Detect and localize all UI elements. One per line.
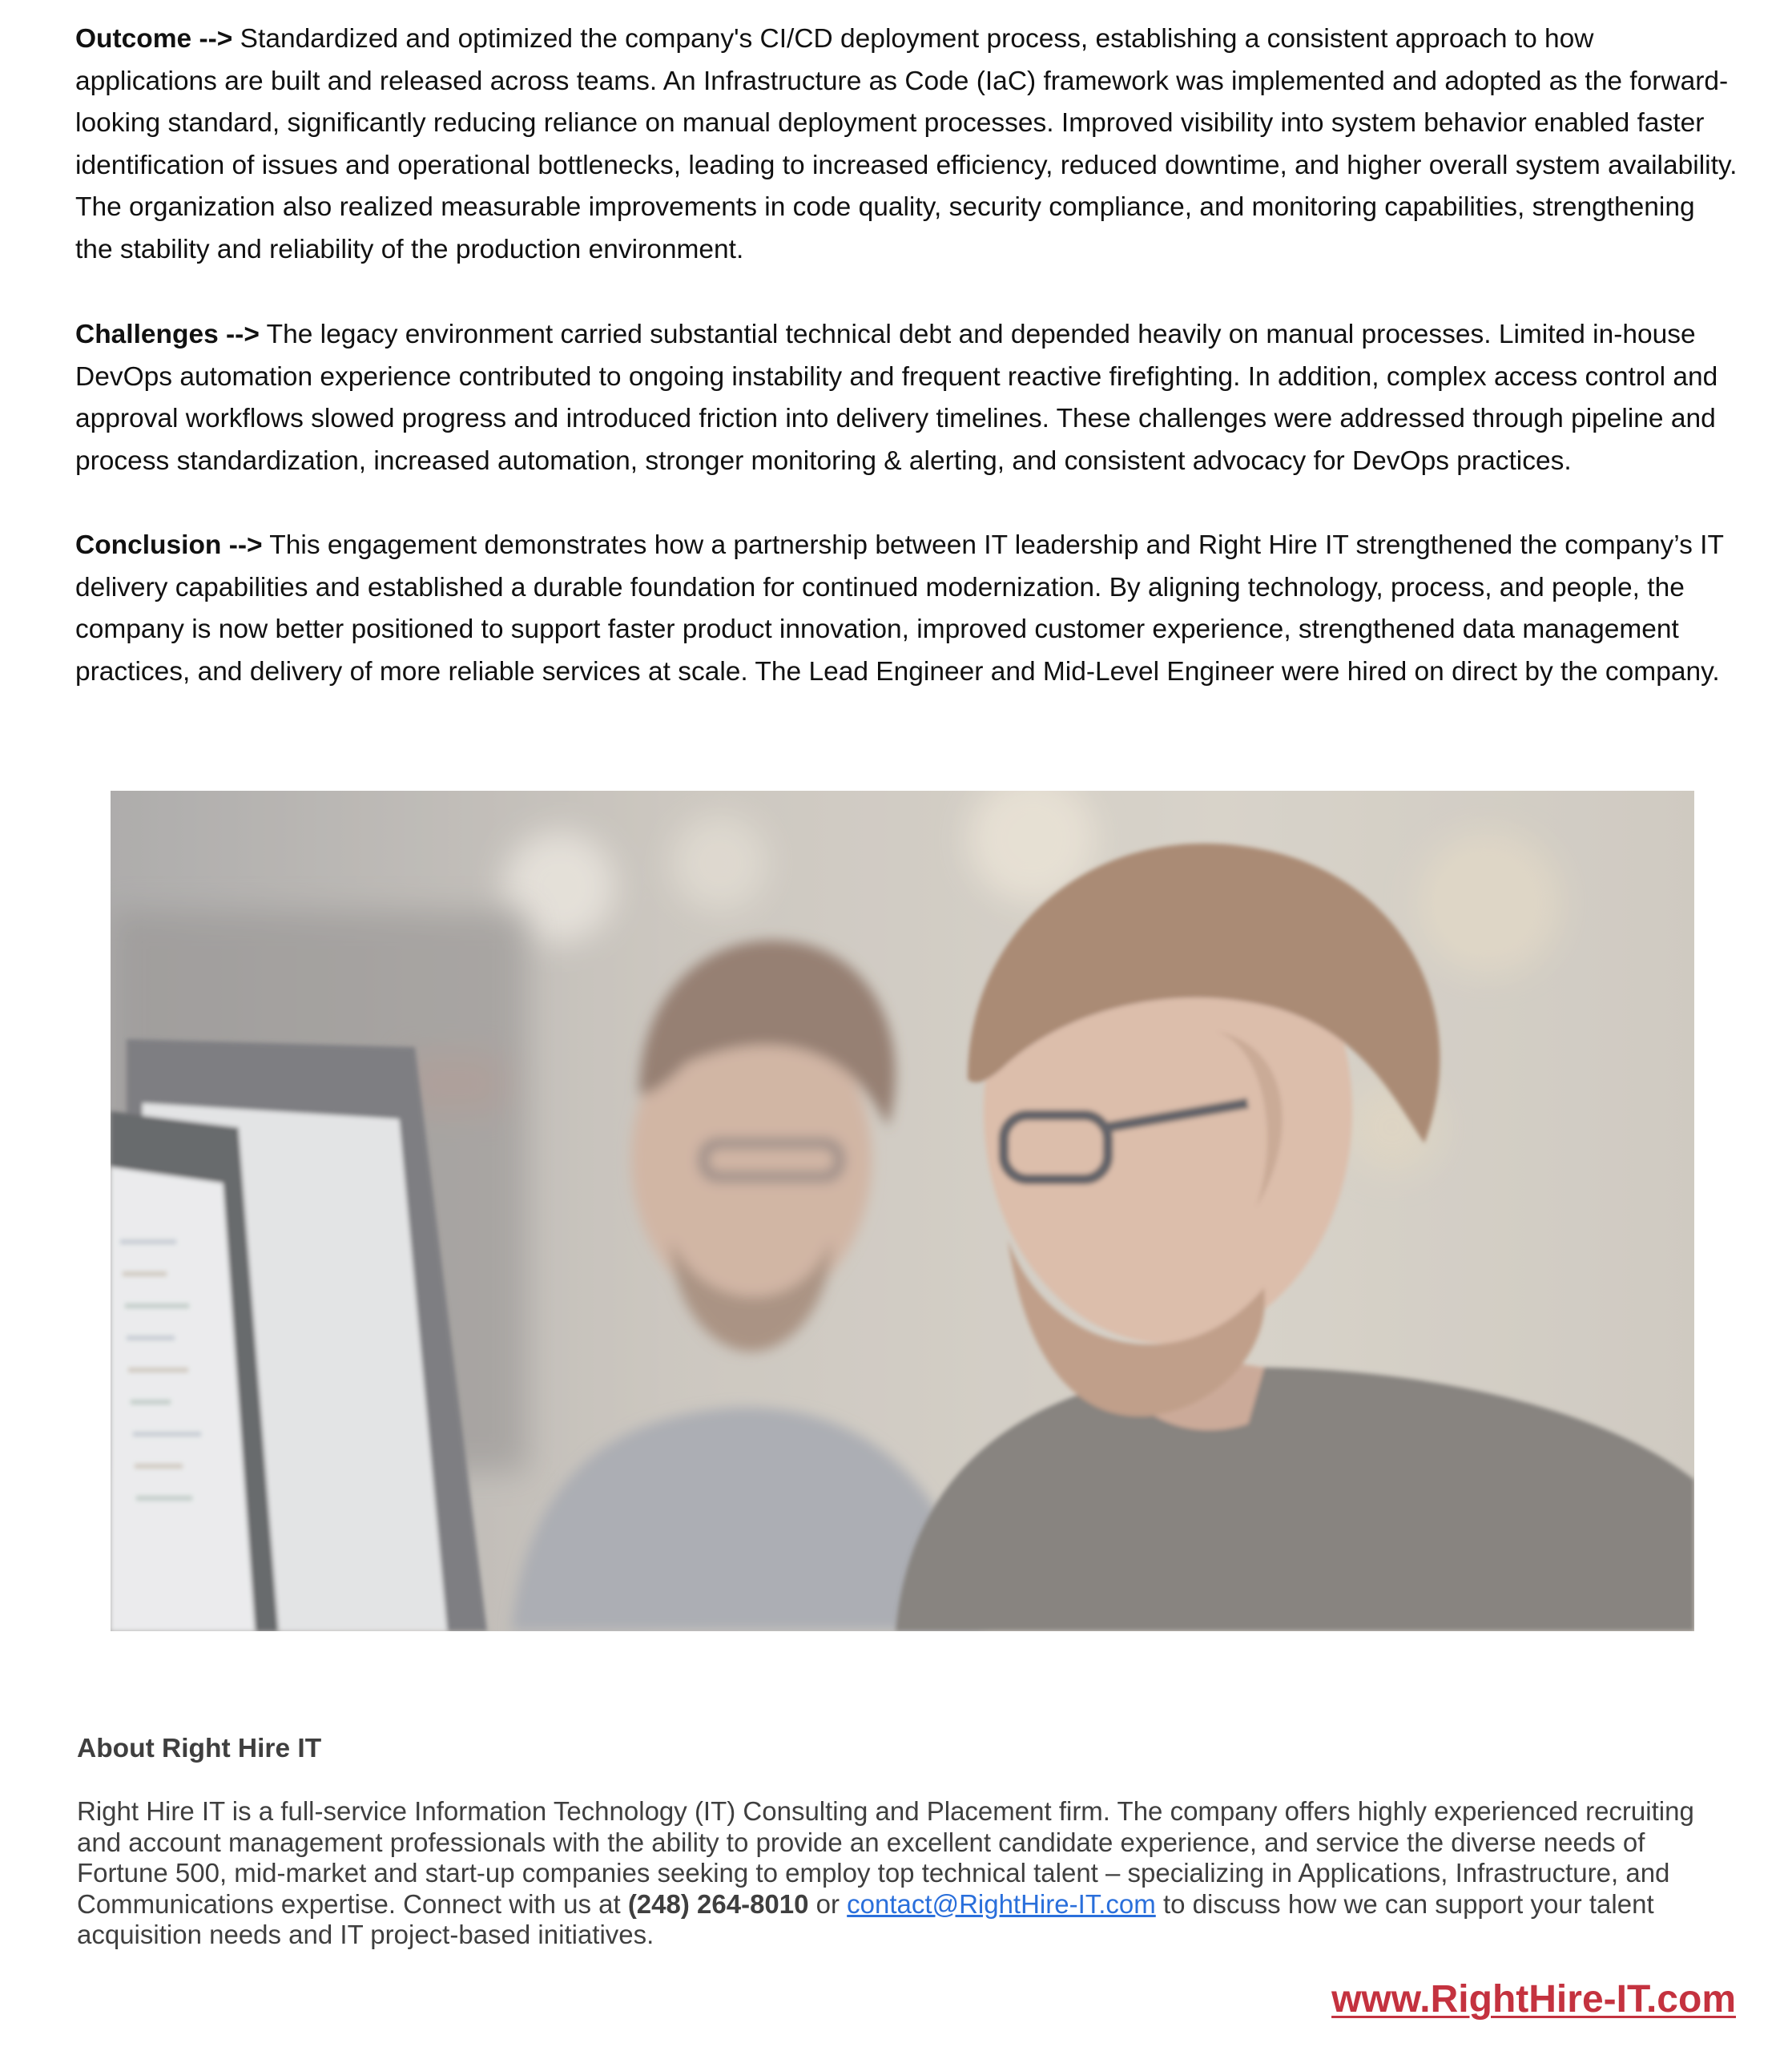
outcome-text: Standardized and optimized the company's CI/CD deployment process, establishing a consistent approach to how applications are built and released across teams. An Infrastructure as Code (IaC) framework was implemented and adopted as the forward-looking standard, significantly reducing reliance on manual deployment processes. Improved visibility into system behavior enabled faster identification of issues and operational bottlenecks, leading to increased efficiency, reduced downtime, and higher overall system availability. The organization also realized measurable improvements in code quality, security compliance, and monitoring capabilities, strengthening the stability and reliability of the production environment. [75, 24, 1738, 264]
outcome-label: Outcome --> [75, 24, 233, 54]
about-text-or: or [808, 1888, 848, 1919]
challenges-text: The legacy environment carried substantial technical debt and depended heavily on manual processes. Limited in-house DevOps automation experience contributed to ongoing instability and frequent reactive firefighting. In addition, complex access control and approval workflows slowed progress and introduced friction into delivery timelines. These challenges were addressed through pipeline and process standardization, increased automation, stronger monitoring & alerting, and consistent advocacy for DevOps practices. [75, 320, 1718, 476]
conclusion-label: Conclusion --> [75, 530, 263, 560]
phone-number: (248) 264-8010 [627, 1888, 809, 1919]
conclusion-paragraph [75, 525, 1738, 693]
challenges-paragraph [75, 314, 1738, 482]
contact-email-link[interactable]: contact@RightHire-IT.com [847, 1888, 1156, 1919]
engineers-photo [111, 791, 1694, 1631]
engineers-at-monitors-photo [111, 791, 1694, 1631]
conclusion-text: This engagement demonstrates how a partnership between IT leadership and Right Hire IT strengthened the company’s IT delivery capabilities and established a durable foundation for continued modernization. By aligning technology, process, and people, the company is now better positioned to support faster product innovation, improved customer experience, strengthened data management practices, and delivery of more reliable services at scale. The Lead Engineer and Mid-Level Engineer were hired on direct by the company. [75, 530, 1724, 687]
website-link[interactable]: www.RightHire-IT.com [1331, 1978, 1736, 2021]
about-text-intro: Right Hire IT is a full-service Information Technology (IT) Consulting and Placement firm. The company offers highly experienced recruiting and account management professionals with the ability to provide an excellent candidate experience, and service the diverse needs of Fortune 500, mid-market and start-up companies seeking to employ top technical talent – specializing in Applications, Infrastructure, and Communications expertise. Connect with us at [77, 1796, 1694, 1919]
challenges-label: Challenges --> [75, 320, 260, 349]
about-paragraph [77, 1796, 1743, 1951]
about-heading: About Right Hire IT [77, 1734, 322, 1763]
about-text-outro: to discuss how we can support your talent acquisition needs and IT project-based initiatives. [77, 1888, 1654, 1949]
outcome-paragraph [75, 18, 1738, 271]
